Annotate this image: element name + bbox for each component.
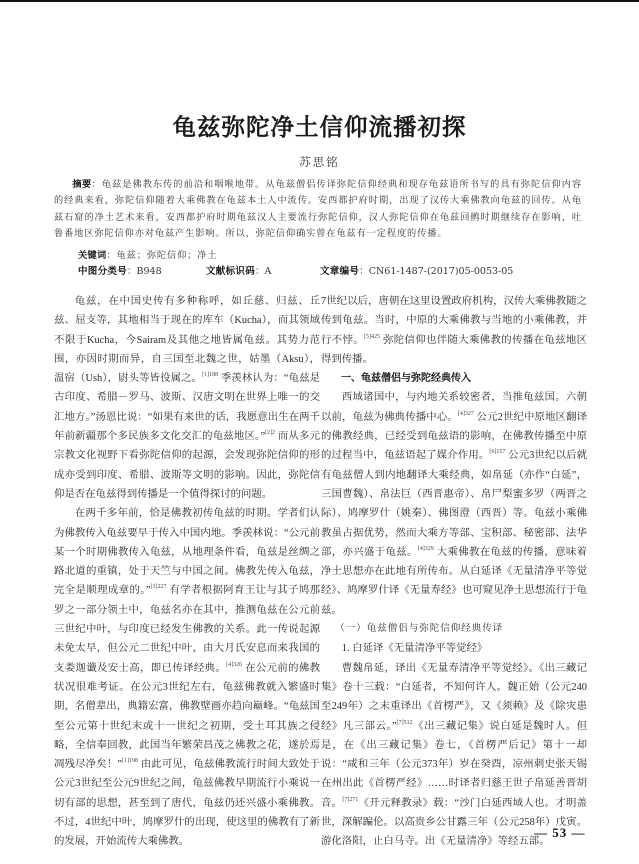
- citation[interactable]: [4]329: [417, 545, 434, 552]
- clc-value: ：B948: [127, 266, 162, 277]
- citation[interactable]: [1]188: [202, 372, 219, 379]
- clc-number: [78, 263, 206, 277]
- doc-label: 文献标识码: [206, 266, 256, 277]
- paragraph: 7世纪以后，唐朝在这里设置政府机构，汉传大乘佛教随之传到龟兹。当时，中原的大乘佛教与当地的小乘佛教，并行不悖。$^{[5]425}$ 弥陀信仰也伴随大乘佛教的传播在龟兹地区得到传播。: [321, 296, 587, 365]
- abstract-text: ：龟兹是佛教东传的前沿和咽喉地带。从龟兹僧侣传译弥陀信仰经典和现存龟兹语所书写的具有弥陀信仰内容的经典来看，弥陀信仰随着大乘佛教在龟兹本土人中流传。安西都护府时期，出现了汉传大乘佛教向龟兹的回传。从龟兹石窟的净土艺术来看，安西都护府时期龟兹汉人主要流行弥陀信仰，汉人弥陀信仰在龟兹回鹘时期继续存在影响，吐鲁番地区弥陀信仰亦对龟兹产生影响。所以，弥陀信仰确实曾在龟兹有一定程度的传播。: [54, 179, 582, 240]
- citation[interactable]: [4]326: [226, 661, 243, 668]
- paragraph: 西域诸国中，与内地关系较密者，当推龟兹国。六朝以前，龟兹为佛典传播中心。$^{[4]327}$ 公元2世纪中原地区翻译的佛教经典，已经受到龟兹语的影响，在佛教传播至中原的过程当中，龟兹语起了媒介作用。$^{[6]157}$ 公元3世纪以后就有龟兹僧人到内地翻译大乘经典，如帛延（亦作“白延”，三国曹魏）、帛法巨（西晋惠帝）、帛尸梨蜜多罗（两晋之际）、鸠摩罗什（姚秦）、佛图澄（西晋）等。龟兹小乘佛教虽占据优势，然而大乘方等部、宝积部、秘密部、法华部，亦兴盛于龟兹。$^{[4]329}$ 大乘佛教在龟兹的传播，意味着净土思想亦在此地有所传布。从白延译《无量清净平等觉经》、鸠摩罗什译《无量寿经》也可窥见净土思想流行于龟兹。: [321, 392, 588, 616]
- doc-value: ：A: [255, 266, 272, 277]
- article-number: [320, 263, 513, 277]
- keywords-text: ：龟兹；弥陀信仰；净土: [106, 250, 218, 261]
- citation[interactable]: [5]425: [364, 333, 381, 340]
- keywords: [78, 247, 217, 261]
- left-column: [54, 292, 320, 852]
- right-column: [321, 292, 587, 852]
- paragraph: 在两千多年前，恰是佛教初传龟兹的时期。学者们认为佛教传入龟兹要早于传入中国内地。季羡林说：“公元前某一个时期佛教传入龟兹，从地理条件看，龟兹是丝绸之路北道的重镇，处于天竺与中国之间。佛教先传入龟兹，完全是顺理成章的。”$^{[3]227}$ 有学者根据阿育王让与其子鸠那罗之一部分领土中，龟兹名亦在其中，推测龟兹在公元前三世纪中叶，与印度已经发生佛教的关系。此一传说起源未免太早，但公元二世纪中叶，由大月氏安息而来我国的支娄迦谶及安士高，即已传译经典。$^{[4]326}$ 在公元前的佛教状况很难考证。在公元3世纪左右，龟兹佛教就入繁盛时期，名僧辈出，典籍宏富，佛教壁画亦趋向巅峰。“龟兹国至公元第十世纪末或十一世纪之初期，受土耳其族之侵略，全信奉回教，此国当年繁荣昌茂之佛教之花，遂於焉凋残尽净矣！”$^{[1]198}$ 由此可见，龟兹佛教流行时间大致处于公元3世纪至公元9世纪之间，龟兹佛教早期流行小乘说一切有部的思想，甚至到了唐代，龟兹仍还兴盛小乘佛教。不过，4世纪中叶，鸠摩罗什的出现，使这里的佛教有了新的发展，开始流传大乘佛教。: [54, 508, 320, 848]
- citation[interactable]: [4]327: [457, 410, 474, 417]
- page-number: — 53 —: [534, 825, 586, 840]
- citation[interactable]: [7]271: [342, 796, 359, 803]
- author-name: 苏思铭: [299, 155, 340, 169]
- article-meta: [78, 263, 598, 277]
- article-value: ：CN61-1487-(2017)05-0053-05: [359, 266, 514, 277]
- citation[interactable]: [6]157: [489, 449, 506, 456]
- clc-label: 中图分类号: [78, 266, 128, 277]
- paragraph: 龟兹，在中国史传有多种称呼，如丘慈、归兹、丘兹、屈支等，其地相当于现在的库车（Kucha），而其领域不限于Kucha，今Sairam及其他之地皆属龟兹。其势力范围，亦因时期而异，自三国至北魏之世，姑墨（Aksu），温宿（Ush），尉头等皆役属之。$^{[1]188}$ 季羡林认为：“龟兹是古印度、希腊－罗马、波斯、汉唐文明在世界上唯一的交汇地方。”汤恩比说：“如果有来世的话，我愿意出生在两千年前新疆那个多民族多文化交汇的龟兹地区。”$^{[2]2}$ 而从多元宗教文化视野下看弥陀信仰的起源，会发现弥陀信仰的形成亦受到印度、希腊、波斯等文明的影响。因此，弥陀信仰是否在龟兹得到传播是一个值得探讨的问题。: [54, 296, 320, 500]
- section-heading: 一、龟兹僧侣与弥陀经典传入: [341, 373, 471, 385]
- citation[interactable]: [1]198: [121, 758, 138, 765]
- article-label: 文章编号: [320, 266, 360, 277]
- top-rule: [0, 0, 639, 2]
- abstract: [54, 177, 582, 243]
- citation[interactable]: [2]2: [265, 430, 276, 437]
- abstract-label: 摘要: [72, 179, 92, 190]
- article-title: 龟兹弥陀净土信仰流播初探: [172, 113, 467, 141]
- citation[interactable]: [3]227: [150, 584, 167, 591]
- paragraph: 曹魏帛延，译出《无量寿清净平等觉经》。《出三藏记集》卷十三载：“白延者，不知何许人。魏正始（公元240至249年）之末重译出《首楞严》，又《须赖》及《除灾患经》凡三部云。”$^{[7]512}$《出三藏记集》说白延是魏时人。但是，在《出三藏记集》卷七，《首楞严后记》第十一却说：“咸和三年（公元373年）岁在癸酉，凉州刺史张天锡在州出此《首楞严经》……时译者归慈王世子帛延善晋胡音。$^{[7]271}$《开元释教录》载：“沙门白延西域人也。才明盖世，深解蹁伦。以高贵乡公甘露三年（公元258年）戊寅。游化洛阳，止白马寺。出《无量清净》等经五部。: [321, 662, 588, 848]
- document-code: [206, 263, 320, 277]
- subsection-heading: （一）龟兹僧侣与弥陀信仰经典传译: [335, 624, 504, 635]
- citation[interactable]: [7]512: [396, 719, 413, 726]
- subsubsection-heading: 1. 白延译《无量清净平等觉经》: [341, 643, 488, 655]
- keywords-label: 关键词: [78, 250, 107, 261]
